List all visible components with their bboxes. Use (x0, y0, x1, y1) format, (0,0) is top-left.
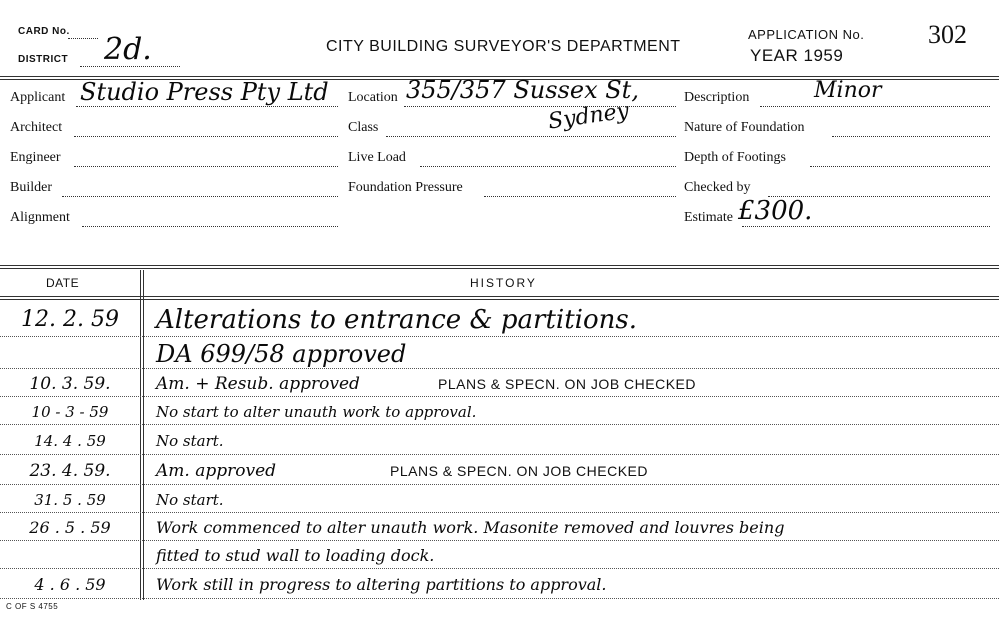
row-separator (0, 454, 999, 455)
history-date: 14. 4 . 59 (34, 432, 106, 450)
history-stamp: PLANS & SPECN. ON JOB CHECKED (438, 376, 697, 392)
history-date: 31. 5 . 59 (34, 491, 106, 509)
applicant-value: Studio Press Pty Ltd (80, 78, 329, 106)
history-entry: Work still in progress to altering partitions to approval. (156, 575, 607, 594)
history-date: 10 - 3 - 59 (31, 403, 109, 421)
foundation-pressure-dots (484, 196, 676, 197)
class-label: Class (348, 120, 379, 135)
location-label: Location (348, 90, 398, 105)
form-code: C OF S 4755 (6, 602, 59, 611)
estimate-value: £300. (738, 196, 813, 226)
engineer-dots (74, 166, 338, 167)
table-header-rule-2 (0, 299, 999, 300)
depth-of-footings-label: Depth of Footings (684, 150, 786, 165)
row-separator (0, 512, 999, 513)
history-column-header: HISTORY (470, 276, 537, 290)
history-date: 26 . 5 . 59 (29, 518, 111, 537)
district-value: 2d. (104, 32, 152, 67)
builder-dots (62, 196, 338, 197)
application-number: 302 (928, 20, 967, 49)
history-entry: Work commenced to alter unauth work. Masonite removed and louvres being (156, 518, 785, 537)
location-value-line2: Sydney (546, 98, 631, 135)
card-no-label: CARD No. (18, 26, 70, 37)
applicant-dots (76, 106, 338, 107)
alignment-label: Alignment (10, 210, 70, 225)
district-label: DISTRICT (18, 54, 69, 65)
engineer-label: Engineer (10, 150, 61, 165)
history-entry: Am. approved (156, 461, 277, 481)
department-title: CITY BUILDING SURVEYOR'S DEPARTMENT (326, 38, 681, 55)
history-date: 4 . 6 . 59 (34, 575, 106, 594)
fields-rule (0, 265, 999, 266)
column-divider-2 (143, 270, 144, 600)
history-entry: No start to alter unauth work to approval. (156, 403, 477, 421)
history-entry: DA 699/58 approved (156, 340, 407, 368)
row-separator (0, 568, 999, 569)
alignment-dots (82, 226, 338, 227)
card-no-dots (68, 38, 98, 39)
row-separator (0, 368, 999, 369)
description-label: Description (684, 90, 750, 105)
applicant-label: Applicant (10, 90, 66, 105)
column-divider (140, 270, 141, 600)
history-stamp: PLANS & SPECN. ON JOB CHECKED (390, 463, 649, 479)
fields-rule-2 (0, 268, 999, 269)
live-load-label: Live Load (348, 150, 406, 165)
foundation-pressure-label: Foundation Pressure (348, 180, 463, 195)
description-dots (760, 106, 990, 107)
location-dots (404, 106, 676, 107)
architect-dots (74, 136, 338, 137)
history-entry: No start. (156, 432, 224, 450)
builder-label: Builder (10, 180, 52, 195)
year-label: YEAR 1959 (750, 46, 844, 65)
depth-dots (810, 166, 990, 167)
history-date: 23. 4. 59. (29, 461, 111, 481)
location-value: 355/357 Sussex St, (406, 76, 639, 104)
live-load-dots (420, 166, 676, 167)
date-column-header: DATE (46, 276, 80, 290)
history-date (0, 542, 140, 570)
class-dots (386, 136, 676, 137)
nature-of-foundation-label: Nature of Foundation (684, 120, 805, 135)
history-date (0, 338, 140, 370)
checked-by-label: Checked by (684, 180, 751, 195)
application-label: APPLICATION No. (748, 27, 865, 42)
row-separator (0, 424, 999, 425)
history-entry: No start. (156, 491, 224, 509)
history-entry: Alterations to entrance & partitions. (156, 305, 637, 335)
nature-dots (832, 136, 990, 137)
table-header-rule (0, 296, 999, 297)
history-date: 12. 2. 59 (21, 307, 119, 332)
architect-label: Architect (10, 120, 63, 135)
estimate-label: Estimate (684, 210, 733, 225)
estimate-dots (742, 226, 990, 227)
history-entry: Am. + Resub. approved (156, 374, 360, 394)
history-date: 10. 3. 59. (29, 374, 111, 394)
description-value: Minor (814, 78, 882, 103)
history-entry: fitted to stud wall to loading dock. (156, 546, 435, 565)
